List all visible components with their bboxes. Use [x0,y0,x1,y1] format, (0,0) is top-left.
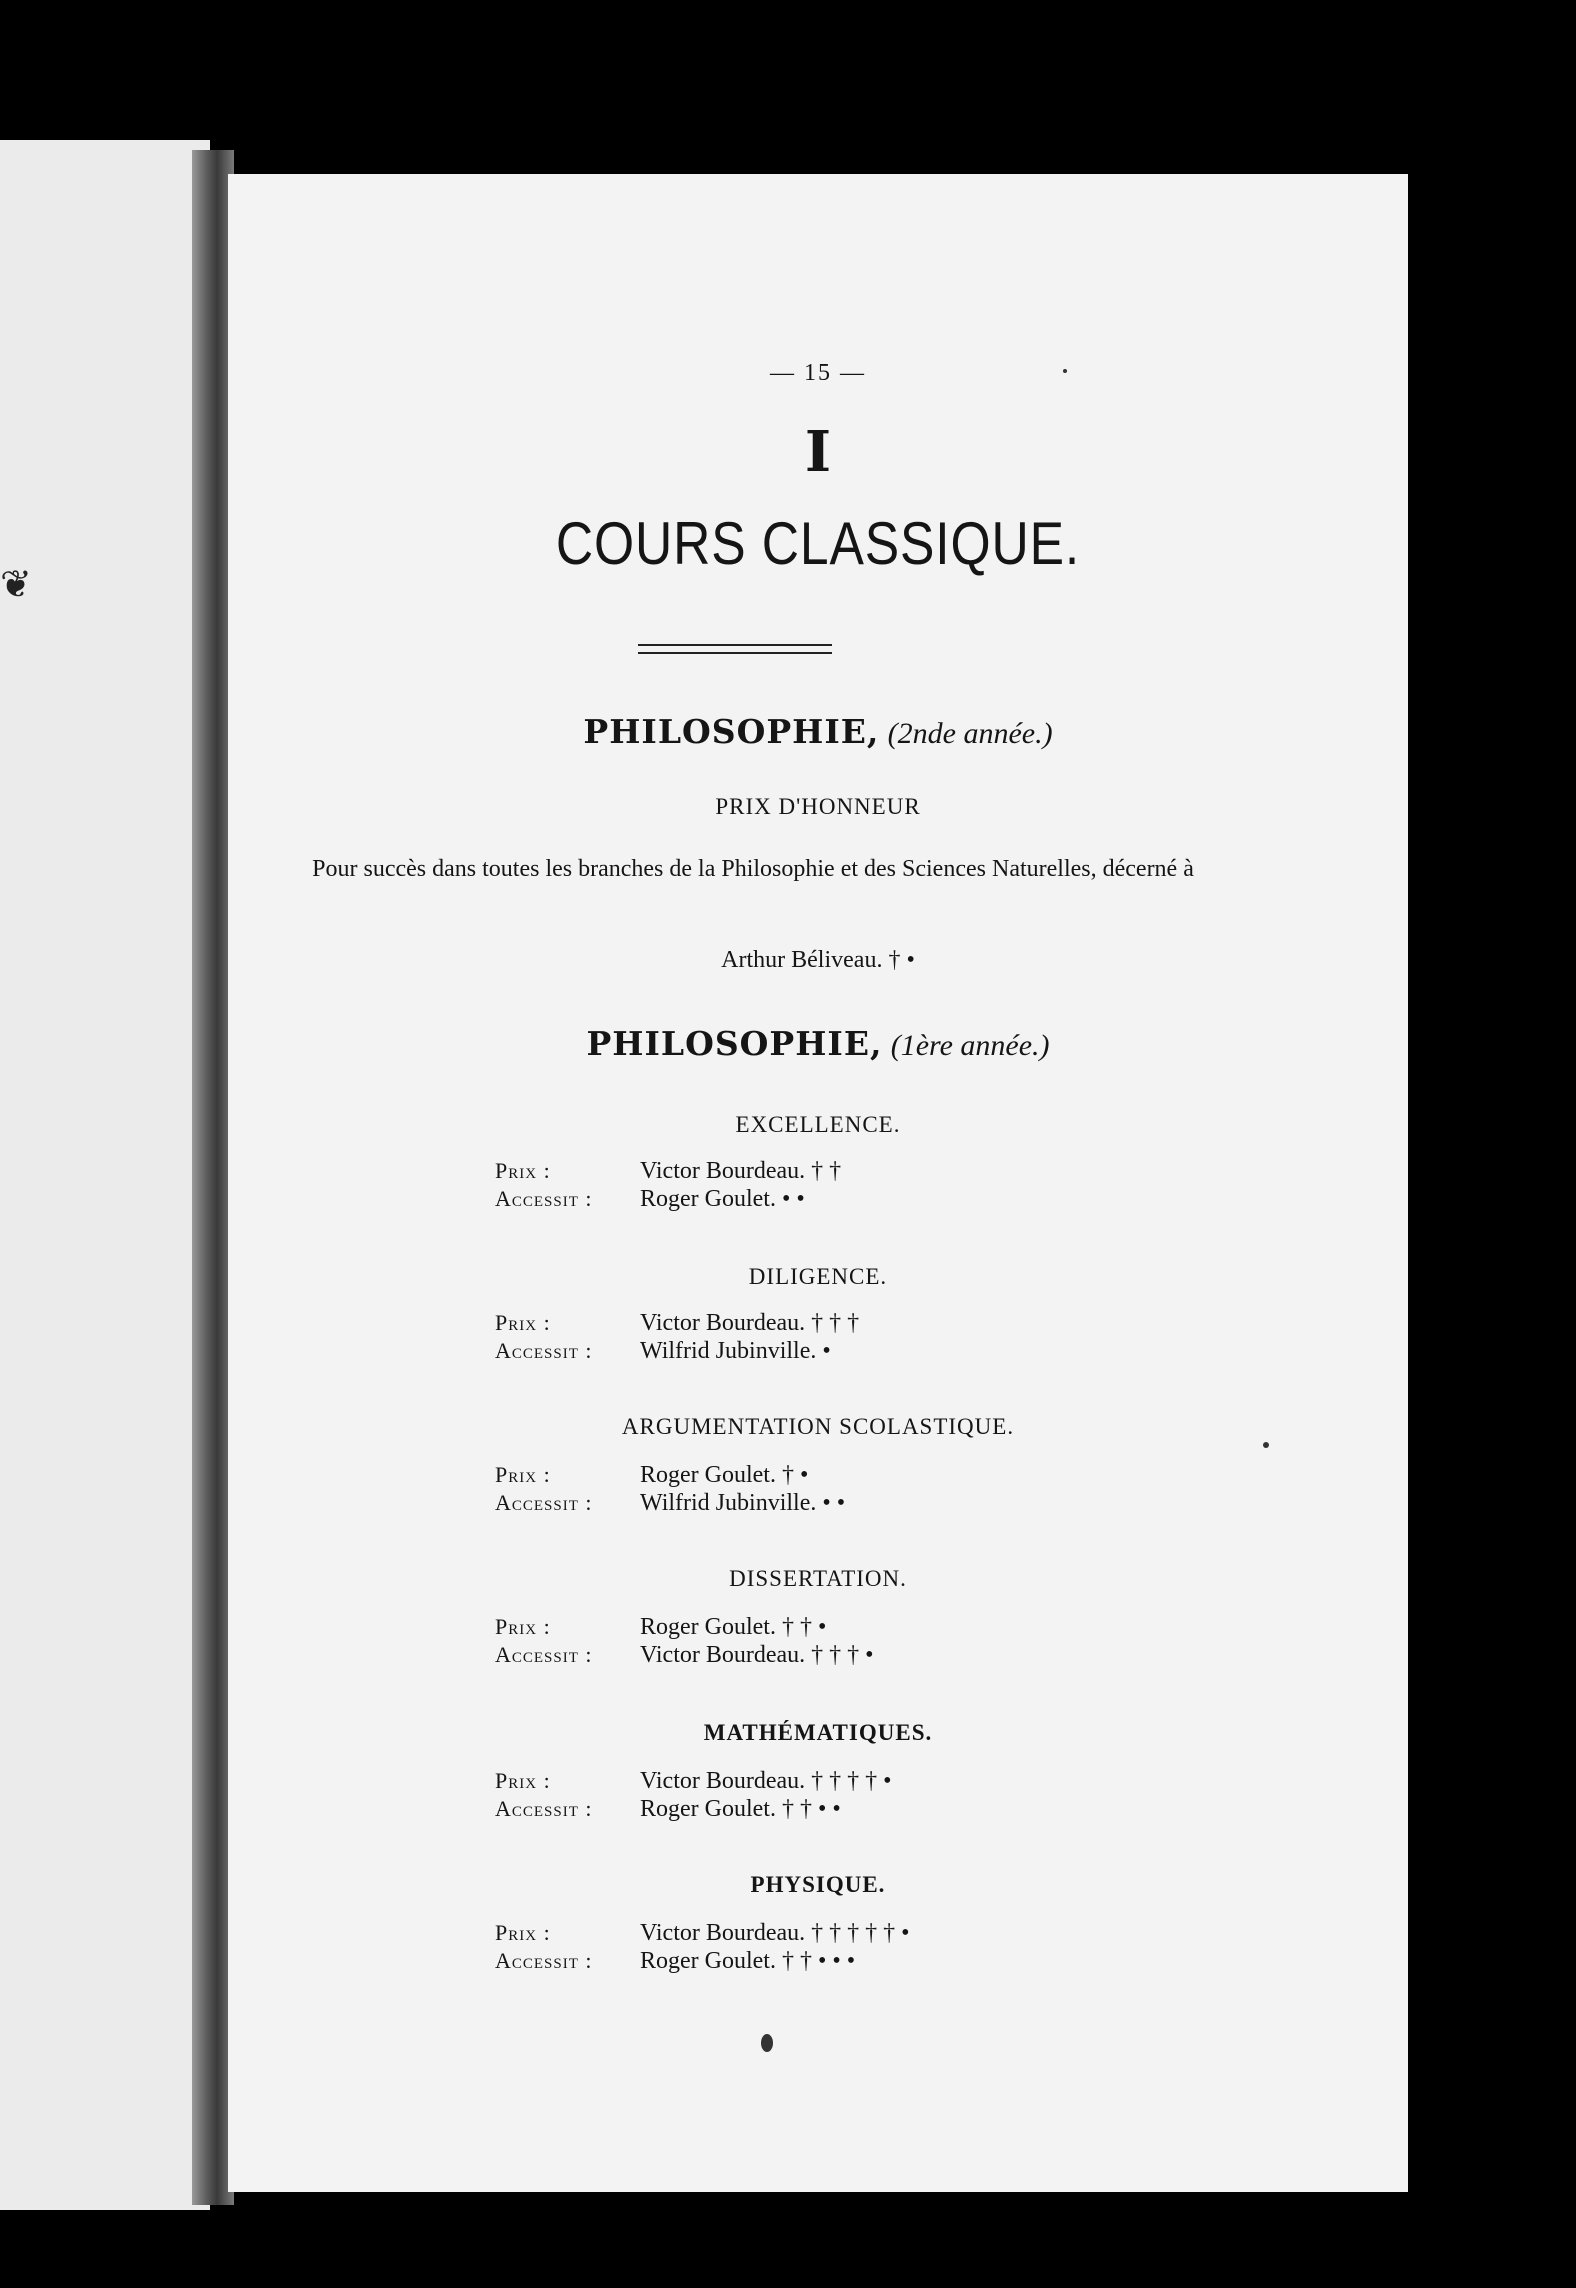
prix-label: Prix : [495,1920,551,1945]
accessit-recipient: Victor Bourdeau. † † † • [640,1642,874,1668]
prize-row [495,1768,892,1795]
prize-row [495,1462,808,1489]
section-heading-title: PHILOSOPHIE, [586,1024,883,1063]
category-argumentation-scolastique: ARGUMENTATION SCOLASTIQUE. [621,1414,1015,1439]
prize-row [495,1614,826,1641]
section-heading-philosophie-2 [228,712,1408,752]
honor-description: Pour succès dans toutes les branches de la Philosophie et des Sciences Naturelles, décerné à [312,856,1194,882]
prize-row [495,1158,841,1185]
section-heading-level: (2nde année.) [887,717,1053,750]
accessit-row [495,1948,855,1975]
accessit-recipient: Roger Goulet. † † • • [640,1796,841,1822]
category-physique: PHYSIQUE. [750,1872,886,1897]
accessit-label: Accessit : [495,1490,593,1515]
page-number: — 15 — [770,360,866,386]
ink-speck [1263,1442,1269,1448]
category-mathematiques: MATHÉMATIQUES. [703,1720,933,1745]
accessit-recipient: Roger Goulet. • • [640,1186,805,1212]
prix-label: Prix : [495,1462,551,1487]
section-heading-philosophie-1 [228,1024,1408,1064]
prix-label: Prix : [495,1310,551,1335]
section-heading-title: PHILOSOPHIE, [583,712,880,751]
document-page [228,174,1408,2192]
prize-row [495,1310,859,1337]
prize-row [495,1920,910,1947]
prix-recipient: Victor Bourdeau. † † [640,1158,842,1184]
accessit-row [495,1642,874,1669]
accessit-label: Accessit : [495,1642,593,1667]
prix-honneur-heading: PRIX D'HONNEUR [715,794,921,819]
prix-recipient: Victor Bourdeau. † † † [640,1310,860,1336]
double-rule-top [638,644,832,646]
category-diligence: DILIGENCE. [748,1264,888,1289]
prix-label: Prix : [495,1768,551,1793]
prix-recipient: Roger Goulet. † † • [640,1614,827,1640]
double-rule-bottom [638,652,832,654]
category-dissertation: DISSERTATION. [729,1566,907,1591]
prix-recipient: Roger Goulet. † • [640,1462,809,1488]
ink-blot [761,2034,773,2052]
accessit-recipient: Wilfrid Jubinville. • • [640,1490,846,1516]
ink-speck [1063,369,1067,373]
accessit-row [495,1186,805,1213]
section-heading-level: (1ère année.) [890,1029,1050,1062]
accessit-label: Accessit : [495,1948,593,1973]
category-excellence: EXCELLENCE. [735,1112,901,1137]
accessit-label: Accessit : [495,1186,593,1211]
accessit-recipient: Roger Goulet. † † • • • [640,1948,856,1974]
accessit-recipient: Wilfrid Jubinville. • [640,1338,831,1364]
left-page-edge [0,140,210,2210]
part-numeral: I [804,419,832,485]
accessit-label: Accessit : [495,1338,593,1363]
accessit-label: Accessit : [495,1796,593,1821]
prix-recipient: Victor Bourdeau. † † † † • [640,1768,892,1794]
accessit-row [495,1796,841,1823]
accessit-row [495,1338,831,1365]
prix-recipient: Victor Bourdeau. † † † † † • [640,1920,910,1946]
fleuron-ornament-icon: ❦ [0,564,32,606]
honor-recipient: Arthur Béliveau. † • [721,947,915,973]
prix-label: Prix : [495,1158,551,1183]
part-title: COURS CLASSIQUE. [555,510,1081,577]
accessit-row [495,1490,845,1517]
prix-label: Prix : [495,1614,551,1639]
